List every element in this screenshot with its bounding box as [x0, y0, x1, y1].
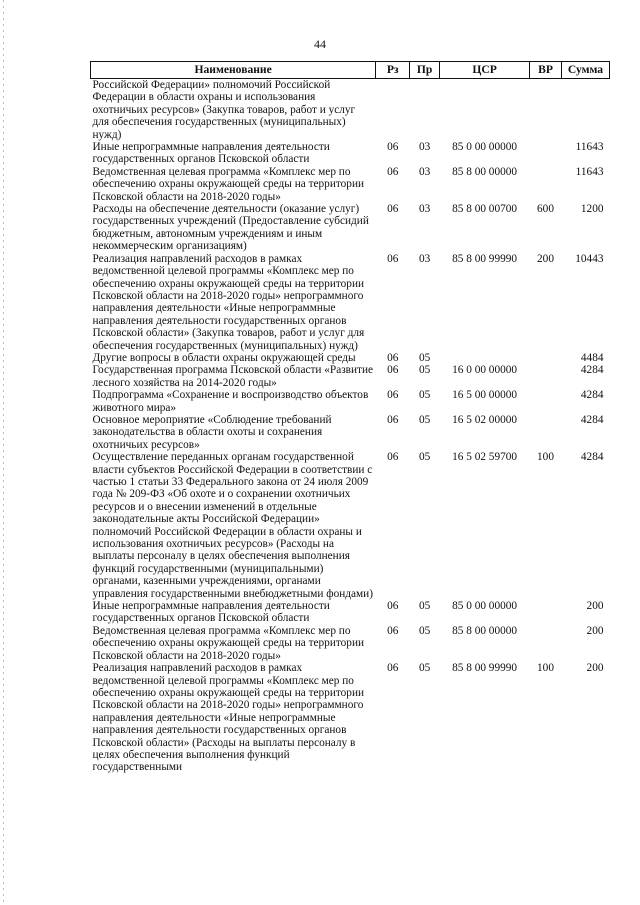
row-csr: 16 5 00 00000	[452, 389, 518, 402]
row-vr	[530, 364, 562, 389]
table-row	[91, 600, 610, 625]
row-rz: 06	[387, 165, 399, 178]
row-sum: 4284	[580, 451, 604, 464]
row-pr: 03	[419, 165, 431, 178]
row-sum	[561, 79, 609, 142]
row-csr: 85 0 00 00000	[452, 141, 518, 154]
row-name: Основное мероприятие «Соблюдение требований законодательства в области охоты и сохранения охотничьих ресурсов»	[92, 413, 332, 451]
header-pr: Пр	[410, 62, 440, 79]
row-rz: 06	[387, 413, 399, 426]
table-row	[91, 352, 610, 364]
table-row	[91, 166, 610, 203]
row-pr: 03	[419, 252, 431, 265]
row-pr: 03	[419, 203, 431, 216]
budget-table	[90, 61, 610, 774]
row-pr: 05	[419, 624, 431, 637]
table-row	[91, 625, 610, 662]
row-vr	[530, 352, 562, 364]
row-pr: 05	[419, 600, 431, 613]
row-sum: 1200	[580, 203, 604, 216]
table-row	[91, 79, 610, 142]
row-sum: 200	[586, 600, 604, 613]
row-pr: 05	[419, 662, 431, 675]
row-vr	[530, 166, 562, 203]
row-name: Осуществление переданных органам государственной власти субъектов Российской Федерации в соответствии с частью 1 статьи 33 Федерального закона от 24 июля 2009 года № 209-ФЗ «Об охоте и о сохранении охотничьих ресурсов и о внесении изменений в отдельные законодательные акты Российской Федерации» полномочий Российской Федерации в области охраны и использования охотничьих ресурсов» (Расходы на выплаты персоналу в целях обеспечения выполнения функций государственными (муниципальными) органами, казенными учреждениями, органами управления государственными внебюджетными фондами)	[92, 451, 373, 600]
row-vr	[530, 79, 562, 142]
row-pr	[410, 79, 440, 142]
row-name: Расходы на обеспечение деятельности (оказание услуг) государственных учреждений (Предоставление субсидий бюджетным, автономным учреждениям и иным некоммерческим организациям)	[92, 203, 369, 253]
row-name: Реализация направлений расходов в рамках ведомственной целевой программы «Комплекс мер по обеспечению охраны окружающей среды на территории Псковской области на 2018-2020 годы» непрограммного направления деятельности «Иные непрограммные направления деятельности государственных органов Псковской области» (Закупка товаров, работ и услуг для обеспечения государственных (муниципальных) нужд)	[92, 252, 365, 352]
row-sum: 11643	[575, 141, 604, 154]
row-vr: 100	[537, 662, 554, 675]
row-csr	[440, 352, 530, 364]
header-csr: ЦСР	[440, 62, 530, 79]
row-vr	[530, 141, 562, 166]
row-name: Российской Федерации» полномочий Российской Федерации в области охраны и использования охотничьих ресурсов» (Закупка товаров, работ и услуг для обеспечения государственных (муниципальных) нужд)	[92, 79, 356, 141]
row-pr: 03	[419, 141, 431, 154]
row-csr: 85 8 00 99990	[452, 662, 518, 675]
row-csr: 16 5 02 59700	[452, 451, 518, 464]
row-csr: 16 5 02 00000	[452, 413, 518, 426]
row-name: Подпрограмма «Сохранение и воспроизводство объектов животного мира»	[92, 389, 369, 414]
row-sum: 200	[586, 662, 604, 675]
table-row	[91, 414, 610, 451]
row-name: Государственная программа Псковской области «Развитие лесного хозяйства на 2014-2020 годы»	[92, 364, 374, 389]
row-csr: 85 8 00 00000	[452, 624, 518, 637]
row-rz: 06	[387, 662, 399, 675]
row-name: Другие вопросы в области охраны окружающей среды	[92, 351, 356, 364]
row-rz: 06	[387, 252, 399, 265]
row-sum: 4284	[580, 389, 604, 402]
table-row	[91, 141, 610, 166]
row-sum: 10443	[575, 252, 604, 265]
row-rz: 06	[387, 351, 399, 364]
row-pr: 05	[419, 389, 431, 402]
scan-edge	[3, 0, 4, 905]
row-name: Ведомственная целевая программа «Комплекс мер по обеспечению охраны окружающей среды на территории Псковской области на 2018-2020 годы»	[92, 624, 365, 662]
row-sum: 200	[586, 624, 604, 637]
row-vr: 200	[537, 252, 554, 265]
table-row	[91, 662, 610, 774]
row-pr: 05	[419, 451, 431, 464]
row-csr: 85 0 00 00000	[452, 600, 518, 613]
page-number: 44	[314, 37, 326, 51]
row-pr: 05	[419, 364, 431, 377]
header-rz: Рз	[376, 62, 410, 79]
row-pr: 05	[419, 351, 431, 364]
row-name: Ведомственная целевая программа «Комплекс мер по обеспечению охраны окружающей среды на территории Псковской области на 2018-2020 годы»	[92, 165, 365, 203]
row-vr: 600	[537, 203, 554, 216]
row-vr	[530, 389, 562, 414]
row-vr	[530, 625, 562, 662]
table-row	[91, 389, 610, 414]
row-rz: 06	[387, 624, 399, 637]
row-sum: 4284	[580, 364, 604, 377]
row-vr	[530, 414, 562, 451]
row-sum: 4284	[580, 413, 604, 426]
header-sum: Сумма	[561, 62, 609, 79]
row-rz: 06	[387, 141, 399, 154]
header-vr: ВР	[530, 62, 562, 79]
row-name: Иные непрограммные направления деятельности государственных органов Псковской области	[92, 600, 330, 625]
row-csr: 85 8 00 00000	[452, 165, 518, 178]
row-sum: 11643	[575, 165, 604, 178]
row-rz: 06	[387, 364, 399, 377]
row-name: Иные непрограммные направления деятельности государственных органов Псковской области	[92, 141, 330, 166]
table-row	[91, 203, 610, 253]
row-rz: 06	[387, 600, 399, 613]
row-vr: 100	[537, 451, 554, 464]
table-row	[91, 253, 610, 352]
row-rz	[376, 79, 410, 142]
row-rz: 06	[387, 451, 399, 464]
row-rz: 06	[387, 203, 399, 216]
table-body	[91, 79, 610, 774]
row-csr: 85 8 00 00700	[452, 203, 518, 216]
row-vr	[530, 600, 562, 625]
row-sum: 4484	[580, 351, 604, 364]
row-name: Реализация направлений расходов в рамках ведомственной целевой программы «Комплекс мер по обеспечению охраны окружающей среды на территории Псковской области на 2018-2020 годы» непрограммного направления деятельности «Иные непрограммные направления деятельности государственных органов Псковской области» (Расходы на выплаты персоналу в целях обеспечения выполнения функций государственными	[92, 662, 365, 774]
row-pr: 05	[419, 413, 431, 426]
row-csr: 85 8 00 99990	[452, 252, 518, 265]
header-name: Наименование	[91, 62, 376, 79]
row-csr: 16 0 00 00000	[452, 364, 518, 377]
table-row	[91, 451, 610, 600]
row-csr	[440, 79, 530, 142]
table-row	[91, 364, 610, 389]
row-rz: 06	[387, 389, 399, 402]
table-header	[91, 62, 610, 79]
